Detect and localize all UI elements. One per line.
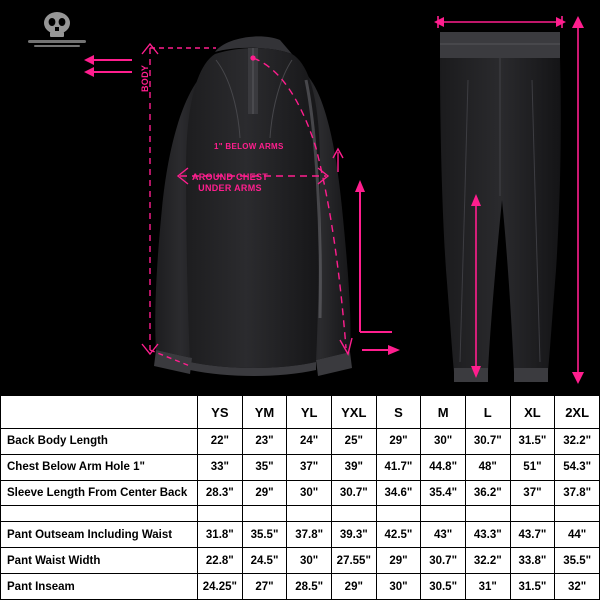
label-body: BODY bbox=[140, 64, 150, 92]
pants-figure bbox=[410, 10, 590, 390]
header-cell-s: S bbox=[376, 396, 421, 429]
cell: 35.5" bbox=[242, 522, 287, 548]
row-label-back-body-length: Back Body Length bbox=[1, 429, 198, 455]
cell: 31" bbox=[465, 574, 510, 600]
cell: 34.6" bbox=[376, 480, 421, 506]
header-cell-yl: YL bbox=[287, 396, 332, 429]
table-row bbox=[1, 574, 600, 600]
label-around-chest bbox=[178, 172, 282, 194]
cell: 33" bbox=[198, 454, 243, 480]
cell: 35.4" bbox=[421, 480, 466, 506]
spacer-cell bbox=[421, 506, 466, 522]
cell: 37" bbox=[510, 480, 555, 506]
row-label-sleeve-length: Sleeve Length From Center Back bbox=[1, 480, 198, 506]
spacer-cell bbox=[555, 506, 600, 522]
row-label-pant-waist-width: Pant Waist Width bbox=[1, 548, 198, 574]
spacer-cell bbox=[242, 506, 287, 522]
cell: 32.2" bbox=[465, 548, 510, 574]
table-row bbox=[1, 454, 600, 480]
cell: 54.3" bbox=[555, 454, 600, 480]
cell: 22.8" bbox=[198, 548, 243, 574]
cell: 39.3" bbox=[331, 522, 376, 548]
header-cell-ys: YS bbox=[198, 396, 243, 429]
label-below-arms: 1" BELOW ARMS bbox=[214, 142, 284, 151]
cell: 37.8" bbox=[555, 480, 600, 506]
cell: 37.8" bbox=[287, 522, 332, 548]
cell: 44.8" bbox=[421, 454, 466, 480]
jacket-figure bbox=[120, 18, 390, 388]
cell: 42.5" bbox=[376, 522, 421, 548]
cell: 24.25" bbox=[198, 574, 243, 600]
table-row bbox=[1, 548, 600, 574]
table-row bbox=[1, 522, 600, 548]
cell: 29" bbox=[376, 429, 421, 455]
spacer-cell bbox=[331, 506, 376, 522]
table-header-row bbox=[1, 396, 600, 429]
cell: 28.3" bbox=[198, 480, 243, 506]
cell: 31.8" bbox=[198, 522, 243, 548]
cell: 37" bbox=[287, 454, 332, 480]
cell: 44" bbox=[555, 522, 600, 548]
sleeve-measure-bracket-icon bbox=[352, 180, 400, 370]
cell: 51" bbox=[510, 454, 555, 480]
cell: 24" bbox=[287, 429, 332, 455]
spacer-cell bbox=[376, 506, 421, 522]
size-table bbox=[0, 395, 600, 600]
cell: 48" bbox=[465, 454, 510, 480]
row-label-pant-outseam: Pant Outseam Including Waist bbox=[1, 522, 198, 548]
cell: 35.5" bbox=[555, 548, 600, 574]
header-cell-yxl: YXL bbox=[331, 396, 376, 429]
cell: 29" bbox=[376, 548, 421, 574]
cell: 30" bbox=[287, 548, 332, 574]
cell: 29" bbox=[331, 574, 376, 600]
cell: 31.5" bbox=[510, 429, 555, 455]
header-cell-xl: XL bbox=[510, 396, 555, 429]
shoulder-measure-arrows-icon bbox=[84, 52, 136, 86]
header-cell-m: M bbox=[421, 396, 466, 429]
table-spacer-row bbox=[1, 506, 600, 522]
cell: 30.5" bbox=[421, 574, 466, 600]
header-cell-2xl: 2XL bbox=[555, 396, 600, 429]
cell: 30" bbox=[376, 574, 421, 600]
spacer-cell bbox=[1, 506, 198, 522]
row-label-pant-inseam: Pant Inseam bbox=[1, 574, 198, 600]
spacer-cell bbox=[510, 506, 555, 522]
brand-logo-icon bbox=[14, 10, 100, 54]
header-cell-l: L bbox=[465, 396, 510, 429]
table-row bbox=[1, 429, 600, 455]
table-row bbox=[1, 480, 600, 506]
cell: 43.7" bbox=[510, 522, 555, 548]
header-cell-0 bbox=[1, 396, 198, 429]
label-under-arms-line2: UNDER ARMS bbox=[198, 183, 262, 193]
cell: 36.2" bbox=[465, 480, 510, 506]
cell: 43" bbox=[421, 522, 466, 548]
cell: 27" bbox=[242, 574, 287, 600]
cell: 24.5" bbox=[242, 548, 287, 574]
cell: 35" bbox=[242, 454, 287, 480]
cell: 30.7" bbox=[331, 480, 376, 506]
cell: 28.5" bbox=[287, 574, 332, 600]
label-around-chest-line1: AROUND CHEST bbox=[191, 172, 269, 182]
cell: 30" bbox=[287, 480, 332, 506]
cell: 43.3" bbox=[465, 522, 510, 548]
cell: 39" bbox=[331, 454, 376, 480]
cell: 22" bbox=[198, 429, 243, 455]
size-table-container bbox=[0, 395, 600, 600]
cell: 30" bbox=[421, 429, 466, 455]
cell: 33.8" bbox=[510, 548, 555, 574]
cell: 30.7" bbox=[421, 548, 466, 574]
cell: 41.7" bbox=[376, 454, 421, 480]
row-label-chest-below-arm-hole: Chest Below Arm Hole 1" bbox=[1, 454, 198, 480]
cell: 27.55" bbox=[331, 548, 376, 574]
cell: 30.7" bbox=[465, 429, 510, 455]
cell: 32.2" bbox=[555, 429, 600, 455]
cell: 23" bbox=[242, 429, 287, 455]
spacer-cell bbox=[198, 506, 243, 522]
header-cell-ym: YM bbox=[242, 396, 287, 429]
cell: 25" bbox=[331, 429, 376, 455]
cell: 31.5" bbox=[510, 574, 555, 600]
spacer-cell bbox=[465, 506, 510, 522]
cell: 32" bbox=[555, 574, 600, 600]
spacer-cell bbox=[287, 506, 332, 522]
cell: 29" bbox=[242, 480, 287, 506]
